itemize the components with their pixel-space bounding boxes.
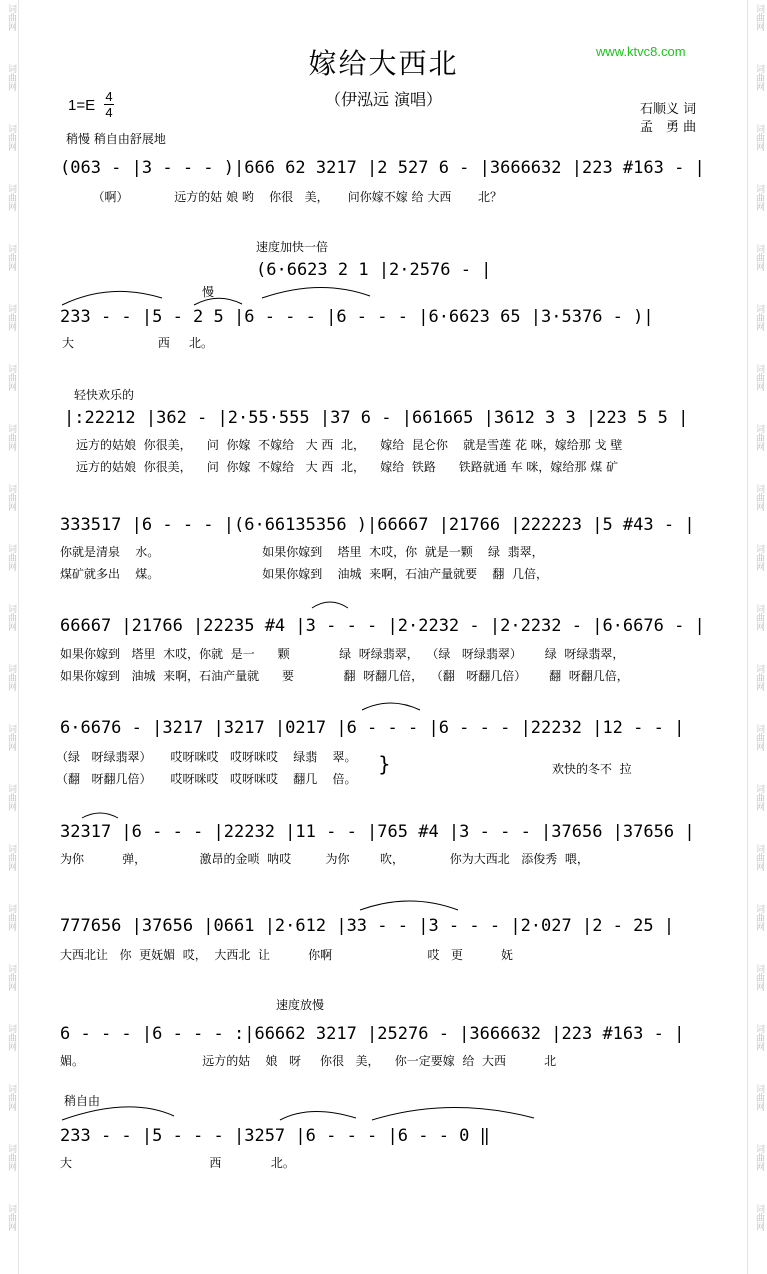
watermark-text: 词曲网 — [6, 1144, 16, 1171]
tempo-down-marking: 速度放慢 — [276, 998, 325, 1012]
lyrics-line-1: （啊） 远方的姑 娘 哟 你很 美， 问你嫁不嫁 给 大西 北？ — [62, 190, 503, 204]
notation-line-3: |:22212 |362 - |2·55·555 |37 6 - |661665 |3612 3 3 |223 5 5 | — [64, 408, 689, 428]
watermark-text: 词曲网 — [754, 904, 764, 931]
watermark-text: 词曲网 — [754, 424, 764, 451]
watermark-text: 词曲网 — [6, 1024, 16, 1051]
watermark-text: 词曲网 — [754, 724, 764, 751]
watermark-text: 词曲网 — [754, 304, 764, 331]
watermark-text: 词曲网 — [754, 1144, 764, 1171]
notation-line-1: (063 - |3 - - - )|666 62 3217 |2 527 6 - |3666632 |223 #163 - | — [60, 158, 705, 178]
slow-marking: 慢 — [202, 285, 215, 299]
watermark-text: 词曲网 — [6, 844, 16, 871]
watermark-text: 词曲网 — [754, 664, 764, 691]
lyrics-line-3a: 远方的姑娘 你很美， 问 你嫁 不嫁给 大 西 北， 嫁给 昆仑你 就是雪莲 花 咪，嫁给那 戈 壁 — [76, 438, 623, 452]
watermark-text: 词曲网 — [6, 604, 16, 631]
watermark-text: 词曲网 — [6, 124, 16, 151]
notation-line-6: 6·6676 - |3217 |3217 |0217 |6 - - - |6 - - - |22232 |12 - - | — [60, 718, 685, 738]
lively-marking: 轻快欢乐的 — [74, 388, 135, 402]
watermark-text: 词曲网 — [6, 664, 16, 691]
watermark-text: 词曲网 — [6, 244, 16, 271]
intro-marking: 稍慢 稍自由舒展地 — [66, 132, 166, 146]
lyricist-credit: 石顺义 词 — [640, 102, 697, 117]
watermark-text: 词曲网 — [754, 784, 764, 811]
watermark-text: 词曲网 — [6, 4, 16, 31]
lyrics-line-8: 大西北让 你 更妩媚 哎， 大西北 让 你啊 哎 更 妩 — [60, 948, 514, 962]
slur-arc — [194, 298, 242, 305]
watermark-text: 词曲网 — [754, 184, 764, 211]
brace: } — [378, 752, 391, 776]
watermark-text: 词曲网 — [6, 904, 16, 931]
lyrics-line-3b: 远方的姑娘 你很美， 问 你嫁 不嫁给 大 西 北， 嫁给 铁路 铁路就通 车 咪，嫁给那 煤 矿 — [76, 460, 619, 474]
watermark-text: 词曲网 — [6, 784, 16, 811]
lyrics-line-10: 大 西 北。 — [60, 1156, 295, 1170]
watermark-text: 词曲网 — [6, 364, 16, 391]
watermark-text: 词曲网 — [754, 244, 764, 271]
slur-arc — [372, 1107, 534, 1120]
slur-arc — [312, 602, 348, 608]
notation-line-7: 32317 |6 - - - |22232 |11 - - |765 #4 |3 - - - |37656 |37656 | — [60, 822, 695, 842]
watermark-text: 词曲网 — [754, 964, 764, 991]
slur-arc — [360, 901, 458, 910]
slur-arc — [62, 1107, 174, 1120]
slur-arc — [362, 703, 420, 710]
time-signature-bottom: 4 — [105, 105, 113, 120]
watermark-text: 词曲网 — [6, 184, 16, 211]
watermark-text: 词曲网 — [754, 844, 764, 871]
time-signature-top: 4 — [105, 89, 113, 104]
free-tempo-marking: 稍自由 — [64, 1094, 101, 1108]
watermark-text: 词曲网 — [754, 544, 764, 571]
watermark-text: 词曲网 — [6, 964, 16, 991]
watermark-text: 词曲网 — [754, 64, 764, 91]
slur-arc — [82, 813, 118, 818]
lyrics-line-4a: 你就是清泉 水。 如果你嫁到 塔里 木哎，你 就是一颗 绿 翡翠， — [60, 545, 544, 559]
watermark-text: 词曲网 — [6, 304, 16, 331]
watermark-text: 词曲网 — [6, 484, 16, 511]
composer-credit: 孟 勇 曲 — [640, 120, 697, 135]
lyrics-line-9: 媚。 远方的姑 娘 呀 你很 美， 你一定要嫁 给 大西 北 — [60, 1054, 557, 1068]
watermark-text: 词曲网 — [754, 124, 764, 151]
notation-line-2: 233 - - |5 - 2 5 |6 - - - |6 - - - |6·6623 65 |3·5376 - )| — [60, 307, 654, 327]
notation-line-5: 66667 |21766 |22235 #4 |3 - - - |2·2232 - |2·2232 - |6·6676 - | — [60, 616, 705, 636]
lyrics-line-5b: 如果你嫁到 油城 来啊，石油产量就 要 翻 呀翻几倍， （翻 呀翻几倍） 翻 呀翻几倍， — [60, 669, 629, 683]
notation-line-8: 777656 |37656 |0661 |2·612 |33 - - |3 - - - |2·027 |2 - 25 | — [60, 916, 675, 936]
lyrics-line-6a: （绿 呀绿翡翠） 哎呀咪哎 哎呀咪哎 绿翡 翠。 — [56, 750, 357, 764]
slur-arc — [262, 287, 370, 298]
watermark-text: 词曲网 — [754, 484, 764, 511]
notation-line-10: 233 - - |5 - - - |3257 |6 - - - |6 - - 0 ‖ — [60, 1126, 490, 1146]
watermark-text: 词曲网 — [6, 1084, 16, 1111]
watermark-text: 词曲网 — [6, 64, 16, 91]
slur-arc — [62, 291, 162, 305]
notation-line-4: 333517 |6 - - - |(6·66135356 )|66667 |21766 |222223 |5 #43 - | — [60, 515, 695, 535]
notation-line-9: 6 - - - |6 - - - :|66662 3217 |25276 - |3666632 |223 #163 - | — [60, 1024, 685, 1044]
tempo-up-marking: 速度加快一倍 — [256, 240, 329, 254]
watermark-text: 词曲网 — [754, 1204, 764, 1231]
watermark-text: 词曲网 — [6, 1204, 16, 1231]
notation-upper-line-2: (6·6623 2 1 |2·2576 - | — [256, 260, 492, 280]
site-url[interactable]: www.ktvc8.com — [596, 44, 686, 59]
lyrics-line-2: 大 西 北。 — [62, 336, 213, 350]
watermark-text: 词曲网 — [6, 424, 16, 451]
watermark-text: 词曲网 — [6, 544, 16, 571]
watermark-text: 词曲网 — [754, 604, 764, 631]
lyrics-line-5a: 如果你嫁到 塔里 木哎，你就 是一 颗 绿 呀绿翡翠， （绿 呀绿翡翠） 绿 呀绿翡翠， — [60, 647, 625, 661]
slur-arc — [280, 1111, 356, 1120]
lyrics-line-7: 为你 弹， 激昂的金唢 呐哎 为你 吹， 你为大西北 添俊秀 喂， — [60, 852, 589, 866]
watermark-text: 词曲网 — [754, 1084, 764, 1111]
watermark-text: 词曲网 — [754, 364, 764, 391]
key-signature: 1=E — [68, 97, 96, 114]
lyrics-line-6b: （翻 呀翻几倍） 哎呀咪哎 哎呀咪哎 翻几 倍。 — [56, 772, 357, 786]
side-lyric: 欢快的冬不 拉 — [552, 762, 632, 776]
song-title: 嫁给大西北 — [308, 47, 459, 80]
watermark-text: 词曲网 — [754, 1024, 764, 1051]
watermark-text: 词曲网 — [6, 724, 16, 751]
singer-credit: （伊泓远 演唱） — [324, 90, 443, 109]
lyrics-line-4b: 煤矿就多出 煤。 如果你嫁到 油城 来啊，石油产量就要 翻 几倍， — [60, 567, 549, 581]
watermark-text: 词曲网 — [754, 4, 764, 31]
